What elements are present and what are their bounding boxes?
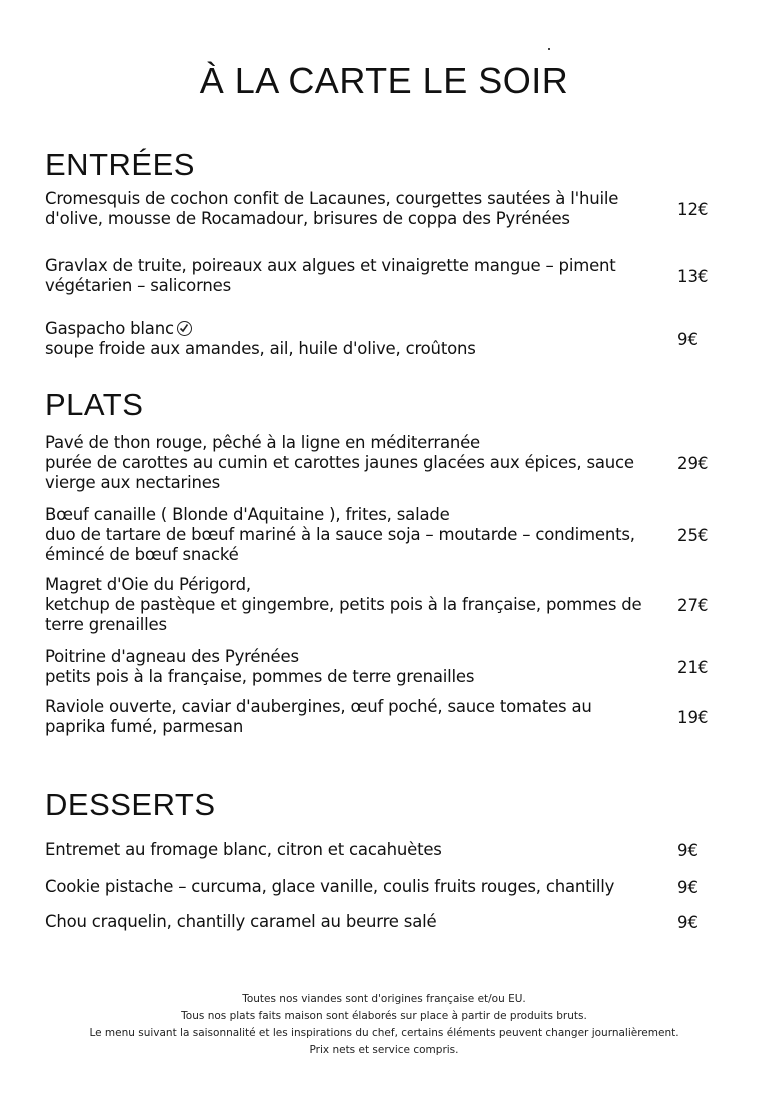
item-price: 9€ — [677, 329, 698, 349]
item-line: petits pois à la française, pommes de terre grenailles — [45, 667, 475, 686]
footer-line: Toutes nos viandes sont d'origines française et/ou EU. — [242, 993, 526, 1005]
menu-item — [45, 877, 705, 897]
item-description — [45, 575, 675, 635]
item-name-line — [45, 319, 675, 339]
item-line: Magret d'Oie du Périgord, — [45, 575, 251, 594]
menu-item — [45, 647, 709, 687]
menu-item — [45, 433, 709, 493]
menu-item — [45, 505, 709, 565]
item-line: ketchup de pastèque et gingembre, petits pois à la française, pommes de — [45, 595, 642, 614]
item-description — [45, 912, 675, 932]
item-price: 12€ — [677, 199, 709, 219]
item-description — [45, 256, 675, 296]
menu-item — [45, 575, 709, 635]
item-price: 27€ — [677, 595, 709, 615]
item-name: Gaspacho blanc — [45, 319, 174, 338]
item-line: Pavé de thon rouge, pêché à la ligne en méditerranée — [45, 433, 481, 452]
item-price: 13€ — [677, 266, 709, 286]
item-price: 9€ — [677, 877, 698, 897]
item-line: Raviole ouverte, caviar d'aubergines, œuf poché, sauce tomates au — [45, 697, 592, 716]
section-title-plats: PLATS — [45, 387, 144, 422]
vegetarian-leaf-icon — [177, 321, 192, 336]
item-line: Gravlax de truite, poireaux aux algues et vinaigrette mangue – piment — [45, 256, 616, 275]
item-line: purée de carottes au cumin et carottes jaunes glacées aux épices, sauce — [45, 453, 634, 472]
item-description — [45, 189, 675, 229]
item-line: soupe froide aux amandes, ail, huile d'olive, croûtons — [45, 339, 476, 358]
menu-item — [45, 840, 705, 860]
menu-item — [45, 697, 709, 737]
stray-dot — [548, 48, 550, 50]
item-description — [45, 697, 675, 737]
item-line: émincé de bœuf snacké — [45, 545, 239, 564]
footer-line: Tous nos plats faits maison sont élaborés sur place à partir de produits bruts. — [181, 1010, 587, 1022]
item-price: 19€ — [677, 707, 709, 727]
footer-line: Prix nets et service compris. — [309, 1044, 459, 1056]
menu-item — [45, 189, 709, 229]
item-price: 21€ — [677, 657, 709, 677]
item-description — [45, 877, 675, 897]
menu-item — [45, 256, 709, 296]
item-line: paprika fumé, parmesan — [45, 717, 244, 736]
item-line: Cookie pistache – curcuma, glace vanille, coulis fruits rouges, chantilly — [45, 877, 615, 896]
section-title-desserts: DESSERTS — [45, 787, 216, 822]
item-description — [45, 647, 675, 687]
item-line: Entremet au fromage blanc, citron et cacahuètes — [45, 840, 442, 859]
item-line: duo de tartare de bœuf mariné à la sauce soja – moutarde – condiments, — [45, 525, 635, 544]
section-title-entrees: ENTRÉES — [45, 147, 195, 182]
item-description — [45, 319, 675, 359]
item-line: Bœuf canaille ( Blonde d'Aquitaine ), frites, salade — [45, 505, 450, 524]
item-line: d'olive, mousse de Rocamadour, brisures de coppa des Pyrénées — [45, 209, 570, 228]
item-price: 29€ — [677, 453, 709, 473]
menu-item — [45, 912, 705, 932]
item-price: 9€ — [677, 912, 698, 932]
footer-notes — [0, 991, 768, 1059]
item-line: Poitrine d'agneau des Pyrénées — [45, 647, 299, 666]
item-line: vierge aux nectarines — [45, 473, 221, 492]
item-description — [45, 433, 675, 493]
page-title: À LA CARTE LE SOIR — [199, 60, 569, 101]
item-line: végétarien – salicornes — [45, 276, 231, 295]
item-line: terre grenailles — [45, 615, 167, 634]
item-price: 25€ — [677, 525, 709, 545]
menu-item — [45, 319, 705, 359]
item-description — [45, 840, 675, 860]
item-description — [45, 505, 675, 565]
footer-line: Le menu suivant la saisonnalité et les inspirations du chef, certains éléments peuvent changer journalièrement. — [89, 1027, 679, 1039]
item-price: 9€ — [677, 840, 698, 860]
item-line: Cromesquis de cochon confit de Lacaunes, courgettes sautées à l'huile — [45, 189, 619, 208]
item-line: Chou craquelin, chantilly caramel au beurre salé — [45, 912, 437, 931]
